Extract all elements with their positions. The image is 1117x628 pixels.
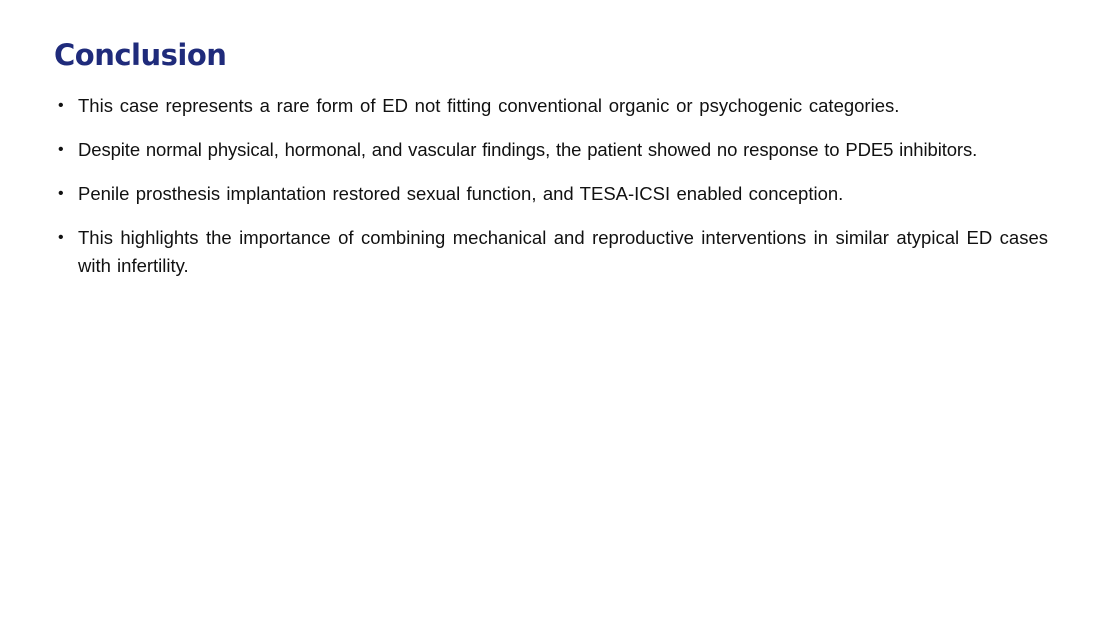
bullet-text: Despite normal physical, hormonal, and vascular findings, the patient showed no response to PDE5 inhibitors.	[78, 139, 978, 160]
bullet-item	[58, 180, 1048, 208]
bullet-text: This highlights the importance of combining mechanical and reproductive interventions in similar atypical ED cases with infertility.	[78, 227, 1048, 276]
slide-title: Conclusion	[54, 38, 227, 72]
bullet-item	[58, 92, 1048, 120]
bullet-item	[58, 224, 1048, 280]
bullet-text: Penile prosthesis implantation restored sexual function, and TESA-ICSI enabled conception.	[78, 183, 844, 204]
bullet-icon: •	[58, 97, 64, 114]
bullet-text: This case represents a rare form of ED not fitting conventional organic or psychogenic categories.	[78, 95, 900, 116]
bullet-item	[58, 136, 1048, 164]
bullet-icon: •	[58, 141, 64, 158]
bullet-list	[58, 92, 1048, 296]
bullet-icon: •	[58, 229, 64, 246]
bullet-icon: •	[58, 185, 64, 202]
